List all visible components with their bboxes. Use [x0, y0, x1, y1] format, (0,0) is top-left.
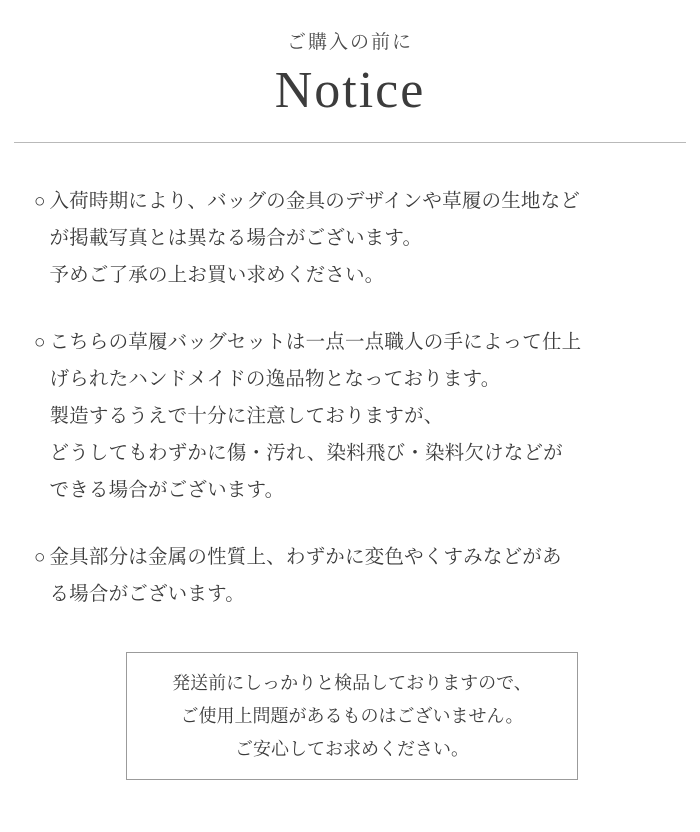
notice-list — [34, 183, 674, 613]
list-item — [34, 324, 674, 509]
note-line: できる場合がございます。 — [49, 479, 285, 502]
bullet-icon: ○ — [34, 191, 46, 213]
list-item — [34, 183, 674, 294]
bullet-icon: ○ — [34, 547, 46, 569]
list-item — [34, 539, 674, 613]
header-subtitle: ご購入の前に — [286, 32, 413, 53]
bullet-icon: ○ — [34, 332, 46, 354]
assurance-box — [126, 652, 578, 780]
note-line: どうしてもわずかに傷・汚れ、染料飛び・染料欠けなどが — [49, 442, 563, 465]
note-line: 入荷時期により、バッグの金具のデザインや草履の生地など — [49, 190, 581, 213]
note-text — [49, 324, 674, 509]
note-line: こちらの草履バッグセットは一点一点職人の手によって仕上 — [49, 331, 582, 354]
note-text — [49, 539, 674, 613]
note-line: 金具部分は金属の性質上、わずかに変色やくすみなどがあ — [49, 546, 562, 569]
page-title: Notice — [274, 61, 426, 119]
note-line: 予めご了承の上お買い求めください。 — [49, 264, 385, 287]
note-line: が掲載写真とは異なる場合がございます。 — [49, 227, 423, 250]
note-line: 製造するうえで十分に注意しておりますが、 — [49, 405, 444, 428]
note-line: げられたハンドメイドの逸品物となっております。 — [49, 368, 501, 391]
note-line: る場合がございます。 — [49, 583, 245, 606]
header-divider — [14, 142, 686, 143]
note-text — [49, 183, 674, 294]
page-header — [0, 0, 700, 143]
assurance-line: ご使用上問題があるものはございません。 — [180, 705, 524, 726]
assurance-line: 発送前にしっかりと検品しておりますので、 — [172, 672, 532, 693]
assurance-line: ご安心してお求めください。 — [235, 738, 469, 759]
